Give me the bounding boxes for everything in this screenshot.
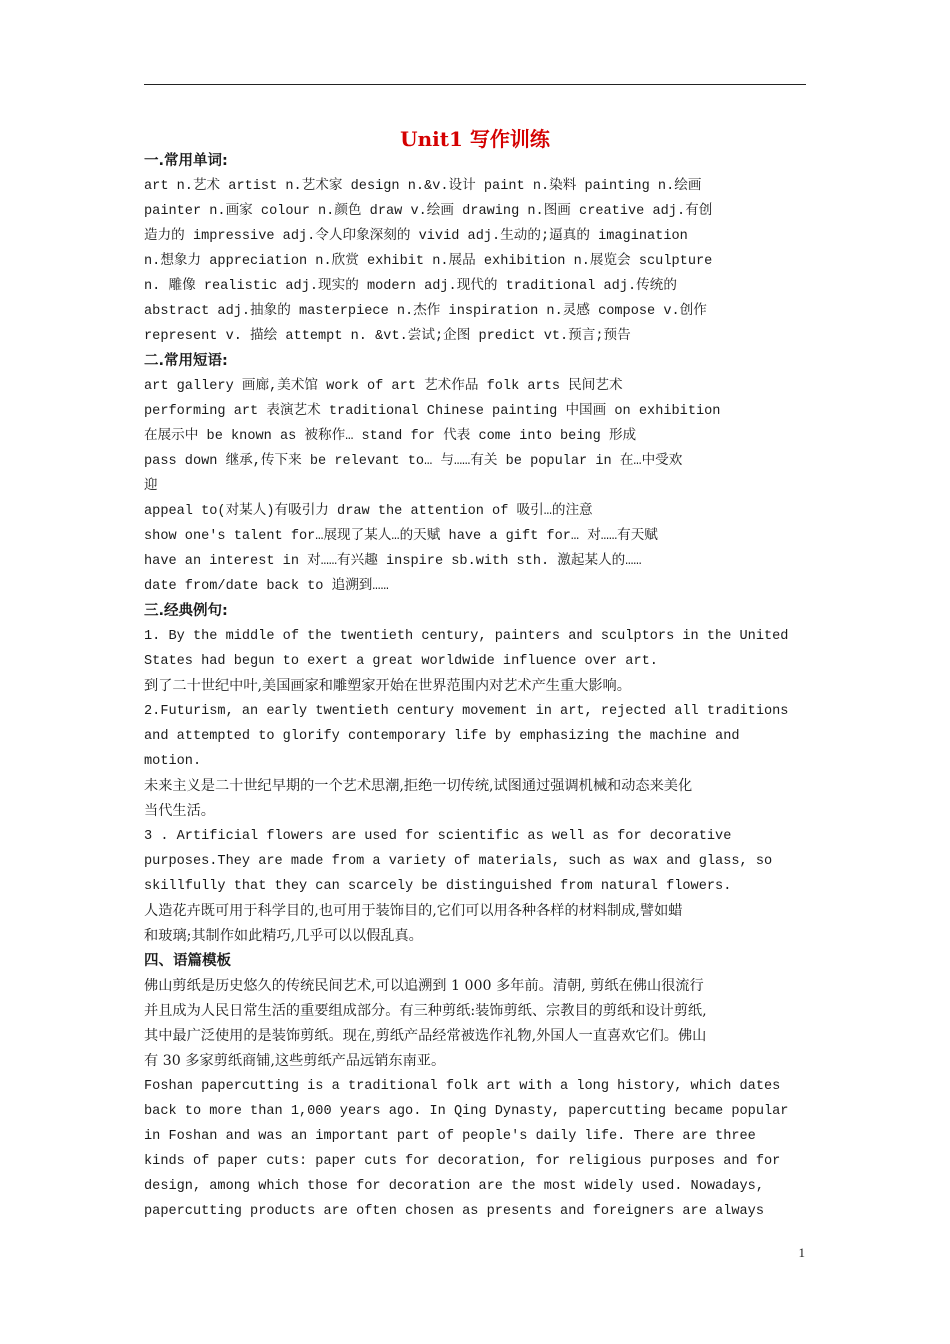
page-title: Unit1 写作训练 [400, 127, 550, 151]
sentence-translation: 人造花卉既可用于科学目的,也可用于装饰目的,它们可以用各种各样的材料制成,譬如蜡 [144, 903, 683, 919]
vocab-line: painter n.画家 colour n.颜色 draw v.绘画 drawing n.图画 creative adj.有创 [144, 204, 713, 219]
template-line: Foshan papercutting is a traditional folk art with a long history, which dates [144, 1079, 781, 1094]
vocab-line: abstract adj.抽象的 masterpiece n.杰作 inspiration n.灵感 compose v.创作 [144, 304, 707, 319]
phrase-line: art gallery 画廊,美术馆 work of art 艺术作品 folk arts 民间艺术 [144, 379, 623, 394]
phrase-line: performing art 表演艺术 traditional Chinese painting 中国画 on exhibition [144, 404, 721, 419]
sentence-translation: 到了二十世纪中叶,美国画家和雕塑家开始在世界范围内对艺术产生重大影响。 [144, 678, 631, 694]
sentence-line: and attempted to glorify contemporary life by emphasizing the machine and [144, 729, 740, 744]
sentence-line: 2.Futurism, an early twentieth century movement in art, rejected all traditions [144, 704, 789, 719]
vocab-line: n. 雕像 realistic adj.现实的 modern adj.现代的 traditional adj.传统的 [144, 279, 677, 294]
template-line: 其中最广泛使用的是装饰剪纸。现在,剪纸产品经常被选作礼物,外国人一直喜欢它们。佛山 [144, 1028, 707, 1044]
phrase-line: appeal to(对某人)有吸引力 draw the attention of 吸引…的注意 [144, 504, 593, 519]
template-line: design, among which those for decoration are the most widely used. Nowadays, [144, 1179, 764, 1194]
sentence-translation: 和玻璃;其制作如此精巧,几乎可以以假乱真。 [144, 928, 423, 944]
section-heading-template: 四、语篇模板 [144, 953, 231, 969]
template-line: 并且成为人民日常生活的重要组成部分。有三种剪纸:装饰剪纸、宗教目的剪纸和设计剪纸, [144, 1003, 707, 1019]
section-heading-phrases: 二.常用短语: [144, 353, 228, 369]
template-line: in Foshan and was an important part of people's daily life. There are three [144, 1129, 756, 1144]
sentence-line: motion. [144, 754, 202, 769]
sentence-translation: 未来主义是二十世纪早期的一个艺术思潮,拒绝一切传统,试图通过强调机械和动态来美化 [144, 778, 693, 794]
section-heading-sentences: 三.经典例句: [144, 603, 228, 619]
sentence-line: 3 . Artificial flowers are used for scientific as well as for decorative [144, 829, 732, 844]
phrase-line: show one's talent for…展现了某人…的天赋 have a gift for… 对……有天赋 [144, 529, 658, 544]
sentence-translation: 当代生活。 [144, 803, 215, 819]
vocab-line: represent v. 描绘 attempt n. &vt.尝试;企图 predict vt.预言;预告 [144, 329, 631, 344]
phrase-line: have an interest in 对……有兴趣 inspire sb.with sth. 激起某人的…… [144, 554, 642, 569]
template-line: 有 30 多家剪纸商铺,这些剪纸产品远销东南亚。 [144, 1053, 446, 1069]
sentence-line: States had begun to exert a great worldwide influence over art. [144, 654, 658, 669]
header-rule [144, 84, 806, 85]
template-line: kinds of paper cuts: paper cuts for decoration, for religious purposes and for [144, 1154, 781, 1169]
phrase-line: pass down 继承,传下来 be relevant to… 与……有关 be popular in 在…中受欢 [144, 454, 683, 469]
vocab-line: n.想象力 appreciation n.欣赏 exhibit n.展品 exhibition n.展览会 sculpture [144, 254, 713, 269]
vocab-line: 造力的 impressive adj.令人印象深刻的 vivid adj.生动的;逼真的 imagination [144, 229, 688, 244]
sentence-line: skillfully that they can scarcely be distinguished from natural flowers. [144, 879, 732, 894]
phrase-line: date from/date back to 追溯到…… [144, 579, 389, 594]
section-heading-vocab: 一.常用单词: [144, 153, 228, 169]
document-body [144, 149, 806, 1224]
vocab-line: art n.艺术 artist n.艺术家 design n.&v.设计 paint n.染料 painting n.绘画 [144, 179, 702, 194]
phrase-line: 在展示中 be known as 被称作… stand for 代表 come into being 形成 [144, 429, 637, 444]
sentence-line: purposes.They are made from a variety of materials, such as wax and glass, so [144, 854, 773, 869]
template-line: back to more than 1,000 years ago. In Qing Dynasty, papercutting became popular [144, 1104, 789, 1119]
sentence-line: 1. By the middle of the twentieth century, painters and sculptors in the United [144, 629, 789, 644]
page-number: 1 [798, 1245, 805, 1260]
phrase-line: 迎 [144, 479, 158, 494]
template-line: 佛山剪纸是历史悠久的传统民间艺术,可以追溯到 1 000 多年前。清朝, 剪纸在佛山很流行 [144, 978, 704, 994]
template-line: papercutting products are often chosen as presents and foreigners are always [144, 1204, 764, 1219]
